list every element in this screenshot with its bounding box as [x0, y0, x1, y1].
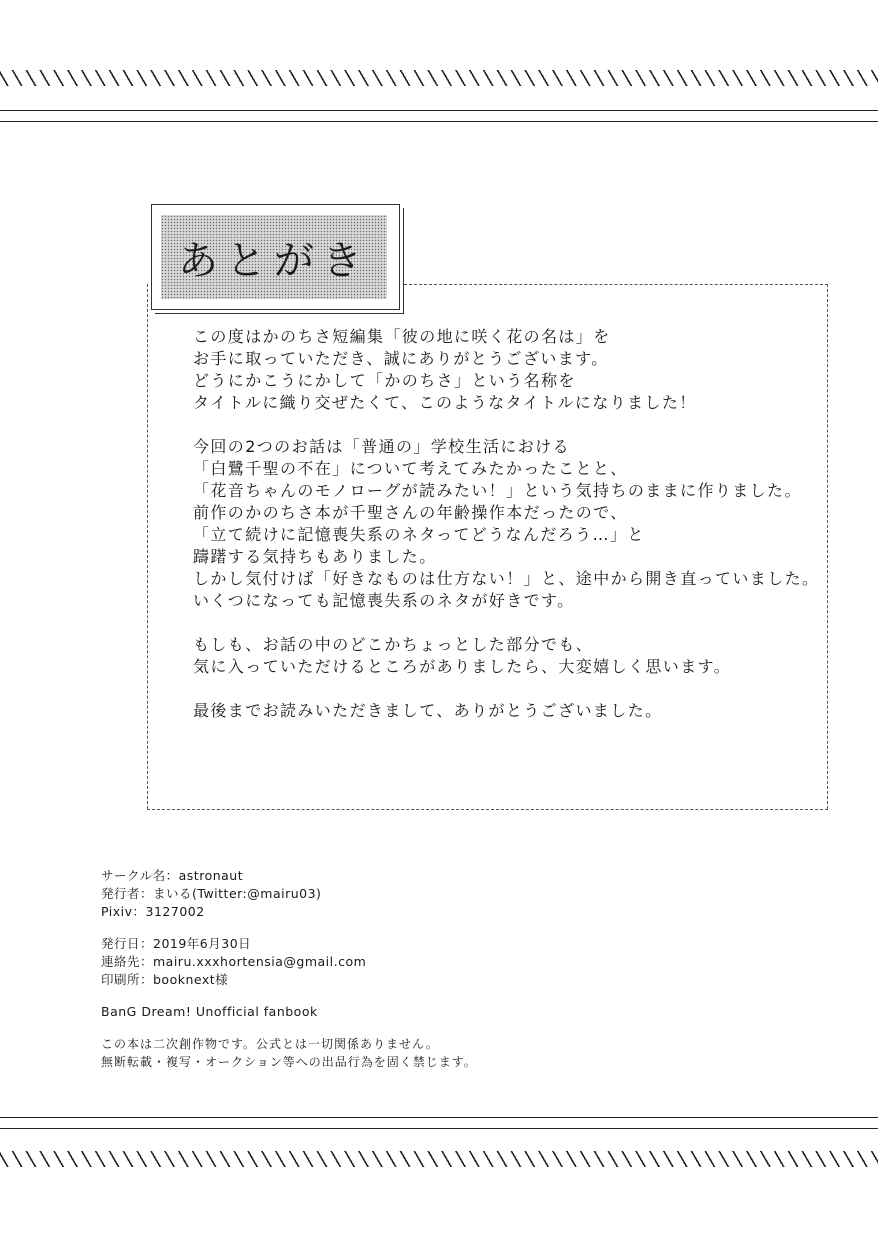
frame-left	[147, 284, 148, 809]
heading-screentone	[161, 215, 387, 299]
body-line: お手に取っていただき、誠にありがとうございます。	[193, 349, 609, 368]
reproduction-notice: 無断転載・複写・オークション等への出品行為を固く禁じます。	[101, 1055, 477, 1069]
body-line: もしも、お話の中のどこかちょっとした部分でも、	[193, 635, 594, 654]
paragraph-gap	[193, 414, 823, 436]
body-line: 気に入っていただけるところがありましたら、大変嬉しく思います。	[193, 657, 732, 676]
body-line: いくつになっても記憶喪失系のネタが好きです。	[193, 591, 575, 610]
body-line: しかし気付けば「好きなものは仕方ない！」と、途中から開き直っていました。	[193, 569, 820, 588]
colophon	[101, 867, 477, 1071]
bottom-hatch-border	[0, 1151, 878, 1167]
heading-box	[151, 204, 400, 310]
body-line: 前作のかのちさ本が千聖さんの年齢操作本だったので、	[193, 503, 628, 522]
fanwork-notice: この本は二次創作物です。公式とは一切関係ありません。	[101, 1037, 439, 1051]
body-line: どうにかこうにかして「かのちさ」という名称を	[193, 371, 576, 390]
bottom-rule-1	[0, 1117, 878, 1118]
frame-top	[404, 284, 828, 285]
top-rule-2	[0, 121, 878, 122]
circle-name: サークル名：astronaut	[101, 868, 244, 883]
body-line: 躊躇する気持ちもありました。	[193, 547, 437, 566]
body-line: 今回の2つのお話は「普通の」学校生活における	[193, 437, 570, 456]
body-line: この度はかのちさ短編集「彼の地に咲く花の名は」を	[193, 327, 611, 346]
publish-date: 発行日：2019年6月30日	[101, 936, 252, 951]
body-line: 「白鷺千聖の不在」について考えてみたかったことと、	[193, 459, 628, 478]
frame-bottom	[147, 809, 828, 810]
body-line: 「立て続けに記憶喪失系のネタってどうなんだろう…」と	[193, 525, 645, 544]
paragraph-gap	[193, 678, 823, 700]
page-title: あとがき	[178, 237, 370, 284]
pixiv-id: Pixiv：3127002	[101, 904, 205, 919]
frame-right	[827, 284, 828, 809]
body-line: 最後までお読みいただきまして、ありがとうございました。	[193, 701, 663, 720]
top-rule-1	[0, 110, 878, 111]
afterword-body	[193, 326, 823, 722]
contact-email: 連絡先：mairu.xxxhortensia@gmail.com	[101, 954, 367, 969]
printer: 印刷所：booknext様	[101, 972, 229, 987]
paragraph-gap	[193, 612, 823, 634]
publisher: 発行者：まいる(Twitter:@mairu03)	[101, 886, 322, 901]
fanbook-label: BanG Dream! Unofficial fanbook	[101, 1004, 318, 1019]
bottom-rule-2	[0, 1128, 878, 1129]
body-line: タイトルに織り交ぜたくて、このようなタイトルになりました！	[193, 393, 697, 412]
top-hatch-border	[0, 70, 878, 86]
body-line: 「花音ちゃんのモノローグが読みたい！」という気持ちのままに作りました。	[193, 481, 802, 500]
